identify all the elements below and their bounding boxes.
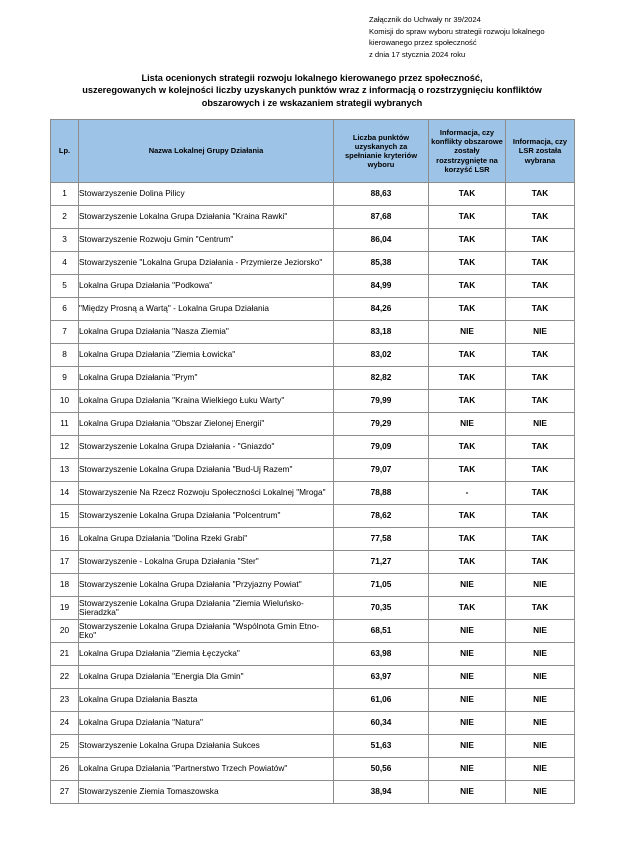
row-selected: NIE <box>506 413 575 436</box>
row-selected: NIE <box>506 620 575 643</box>
row-conflicts: TAK <box>429 436 506 459</box>
row-selected: TAK <box>506 390 575 413</box>
row-conflicts: NIE <box>429 620 506 643</box>
table-row <box>51 252 575 275</box>
row-number: 15 <box>51 505 79 528</box>
table-row <box>51 735 575 758</box>
row-points: 68,51 <box>334 620 429 643</box>
table-row <box>51 551 575 574</box>
row-conflicts: TAK <box>429 459 506 482</box>
row-number: 5 <box>51 275 79 298</box>
row-conflicts: TAK <box>429 206 506 229</box>
row-points: 79,09 <box>334 436 429 459</box>
row-selected: TAK <box>506 551 575 574</box>
row-number: 12 <box>51 436 79 459</box>
row-conflicts: - <box>429 482 506 505</box>
header-selected: Informacja, czy LSR została wybrana <box>506 120 575 183</box>
row-points: 71,27 <box>334 551 429 574</box>
row-name: Lokalna Grupa Działania "Partnerstwo Trzech Powiatów" <box>79 758 334 781</box>
table-row <box>51 206 575 229</box>
table-row <box>51 597 575 620</box>
row-selected: TAK <box>506 528 575 551</box>
row-points: 77,58 <box>334 528 429 551</box>
row-number: 17 <box>51 551 79 574</box>
row-points: 82,82 <box>334 367 429 390</box>
table-row <box>51 781 575 804</box>
row-name: Lokalna Grupa Działania "Obszar Zielonej Energii" <box>79 413 334 436</box>
row-number: 1 <box>51 183 79 206</box>
row-number: 24 <box>51 712 79 735</box>
table-row <box>51 712 575 735</box>
row-selected: NIE <box>506 735 575 758</box>
row-selected: TAK <box>506 459 575 482</box>
row-name: Lokalna Grupa Działania "Energia Dla Gmin" <box>79 666 334 689</box>
row-number: 4 <box>51 252 79 275</box>
row-conflicts: TAK <box>429 229 506 252</box>
row-name: Lokalna Grupa Działania "Prym" <box>79 367 334 390</box>
row-number: 2 <box>51 206 79 229</box>
row-selected: TAK <box>506 206 575 229</box>
row-points: 84,26 <box>334 298 429 321</box>
row-points: 51,63 <box>334 735 429 758</box>
table-row <box>51 482 575 505</box>
row-name: Lokalna Grupa Działania "Dolina Rzeki Grabi" <box>79 528 334 551</box>
row-name: Lokalna Grupa Działania "Ziemia Łęczycka" <box>79 643 334 666</box>
row-number: 22 <box>51 666 79 689</box>
row-name: "Między Prosną a Wartą" - Lokalna Grupa Działania <box>79 298 334 321</box>
table-row <box>51 298 575 321</box>
row-conflicts: TAK <box>429 597 506 620</box>
table-header-row <box>51 120 575 183</box>
row-name: Stowarzyszenie Lokalna Grupa Działania "Bud-Uj Razem" <box>79 459 334 482</box>
row-points: 85,38 <box>334 252 429 275</box>
row-name: Stowarzyszenie Lokalna Grupa Działania "Kraina Rawki" <box>79 206 334 229</box>
row-selected: NIE <box>506 574 575 597</box>
table-row <box>51 183 575 206</box>
annex-line: Komisji do spraw wyboru strategii rozwoju lokalnego <box>369 26 545 36</box>
table-row <box>51 666 575 689</box>
row-number: 20 <box>51 620 79 643</box>
document-title <box>50 72 574 109</box>
title-line: obszarowych i ze wskazaniem strategii wybranych <box>201 97 423 108</box>
header-points: Liczba punktów uzyskanych za spełnianie kryteriów wyboru <box>334 120 429 183</box>
annex-line: Załącznik do Uchwały nr 39/2024 <box>369 15 481 24</box>
row-name: Stowarzyszenie Ziemia Tomaszowska <box>79 781 334 804</box>
row-conflicts: TAK <box>429 528 506 551</box>
row-name: Stowarzyszenie Na Rzecz Rozwoju Społeczności Lokalnej "Mroga" <box>79 482 334 505</box>
row-name: Lokalna Grupa Działania "Kraina Wielkiego Łuku Warty" <box>79 390 334 413</box>
row-name: Stowarzyszenie Lokalna Grupa Działania "Wspólnota Gmin Etno-Eko" <box>79 620 334 643</box>
table-body <box>51 183 575 804</box>
row-number: 8 <box>51 344 79 367</box>
row-name: Stowarzyszenie "Lokalna Grupa Działania - Przymierze Jeziorsko" <box>79 252 334 275</box>
row-name: Lokalna Grupa Działania "Natura" <box>79 712 334 735</box>
annex-line: kierowanego przez społeczność <box>369 38 477 48</box>
row-name: Stowarzyszenie Lokalna Grupa Działania "Ziemia Wieluńsko-Sieradzka" <box>79 597 334 620</box>
row-selected: NIE <box>506 321 575 344</box>
row-number: 3 <box>51 229 79 252</box>
row-number: 16 <box>51 528 79 551</box>
row-selected: TAK <box>506 367 575 390</box>
row-selected: NIE <box>506 689 575 712</box>
table-row <box>51 367 575 390</box>
row-points: 78,88 <box>334 482 429 505</box>
row-conflicts: NIE <box>429 712 506 735</box>
row-number: 26 <box>51 758 79 781</box>
table-row <box>51 390 575 413</box>
table-row <box>51 505 575 528</box>
row-name: Stowarzyszenie Rozwoju Gmin "Centrum" <box>79 229 334 252</box>
header-name: Nazwa Lokalnej Grupy Działania <box>79 120 334 183</box>
row-points: 71,05 <box>334 574 429 597</box>
row-number: 23 <box>51 689 79 712</box>
row-conflicts: NIE <box>429 574 506 597</box>
row-conflicts: NIE <box>429 781 506 804</box>
row-conflicts: NIE <box>429 413 506 436</box>
row-selected: TAK <box>506 298 575 321</box>
row-points: 84,99 <box>334 275 429 298</box>
table-row <box>51 229 575 252</box>
row-number: 13 <box>51 459 79 482</box>
row-points: 87,68 <box>334 206 429 229</box>
row-number: 25 <box>51 735 79 758</box>
row-points: 70,35 <box>334 597 429 620</box>
annex-line: z dnia 17 stycznia 2024 roku <box>369 49 466 59</box>
row-name: Stowarzyszenie - Lokalna Grupa Działania "Ster" <box>79 551 334 574</box>
table-row <box>51 643 575 666</box>
table-row <box>51 459 575 482</box>
row-selected: NIE <box>506 666 575 689</box>
table-row <box>51 344 575 367</box>
row-points: 83,02 <box>334 344 429 367</box>
row-selected: TAK <box>506 436 575 459</box>
row-number: 21 <box>51 643 79 666</box>
row-number: 11 <box>51 413 79 436</box>
row-number: 18 <box>51 574 79 597</box>
row-number: 6 <box>51 298 79 321</box>
row-name: Lokalna Grupa Działania "Ziemia Łowicka" <box>79 344 334 367</box>
row-points: 88,63 <box>334 183 429 206</box>
row-points: 86,04 <box>334 229 429 252</box>
table-row <box>51 574 575 597</box>
row-conflicts: NIE <box>429 321 506 344</box>
row-conflicts: TAK <box>429 183 506 206</box>
row-name: Stowarzyszenie Dolina Pilicy <box>79 183 334 206</box>
row-points: 50,56 <box>334 758 429 781</box>
row-conflicts: NIE <box>429 666 506 689</box>
row-name: Stowarzyszenie Lokalna Grupa Działania "Polcentrum" <box>79 505 334 528</box>
row-name: Lokalna Grupa Działania Baszta <box>79 689 334 712</box>
row-points: 63,98 <box>334 643 429 666</box>
table-row <box>51 528 575 551</box>
row-number: 19 <box>51 597 79 620</box>
row-selected: TAK <box>506 229 575 252</box>
row-conflicts: NIE <box>429 643 506 666</box>
header-conflicts: Informacja, czy konflikty obszarowe zostały rozstrzygnięte na korzyść LSR <box>429 120 506 183</box>
row-number: 27 <box>51 781 79 804</box>
table-row <box>51 689 575 712</box>
row-selected: TAK <box>506 597 575 620</box>
row-points: 83,18 <box>334 321 429 344</box>
row-number: 9 <box>51 367 79 390</box>
row-conflicts: TAK <box>429 505 506 528</box>
row-name: Lokalna Grupa Działania "Nasza Ziemia" <box>79 321 334 344</box>
row-conflicts: TAK <box>429 344 506 367</box>
row-conflicts: TAK <box>429 390 506 413</box>
row-selected: TAK <box>506 252 575 275</box>
row-selected: TAK <box>506 482 575 505</box>
row-name: Lokalna Grupa Działania "Podkowa" <box>79 275 334 298</box>
title-line: uszeregowanych w kolejności liczby uzyskanych punktów wraz z informacją o rozstrzygnięciu konfliktów <box>82 85 542 96</box>
row-selected: NIE <box>506 712 575 735</box>
table-row <box>51 275 575 298</box>
row-conflicts: NIE <box>429 758 506 781</box>
row-points: 38,94 <box>334 781 429 804</box>
table-row <box>51 413 575 436</box>
table-row <box>51 758 575 781</box>
row-name: Stowarzyszenie Lokalna Grupa Działania "Przyjazny Powiat" <box>79 574 334 597</box>
row-points: 60,34 <box>334 712 429 735</box>
title-line: Lista ocenionych strategii rozwoju lokalnego kierowanego przez społeczność, <box>141 73 483 83</box>
row-conflicts: TAK <box>429 252 506 275</box>
row-points: 78,62 <box>334 505 429 528</box>
table-row <box>51 436 575 459</box>
row-selected: TAK <box>506 344 575 367</box>
row-conflicts: TAK <box>429 298 506 321</box>
row-conflicts: TAK <box>429 367 506 390</box>
table-row <box>51 620 575 643</box>
row-name: Stowarzyszenie Lokalna Grupa Działania Sukces <box>79 735 334 758</box>
row-name: Stowarzyszenie Lokalna Grupa Działania - "Gniazdo" <box>79 436 334 459</box>
row-points: 61,06 <box>334 689 429 712</box>
row-conflicts: TAK <box>429 275 506 298</box>
row-number: 10 <box>51 390 79 413</box>
row-number: 14 <box>51 482 79 505</box>
row-points: 63,97 <box>334 666 429 689</box>
row-selected: TAK <box>506 505 575 528</box>
row-points: 79,99 <box>334 390 429 413</box>
row-points: 79,07 <box>334 459 429 482</box>
row-selected: NIE <box>506 781 575 804</box>
row-selected: TAK <box>506 183 575 206</box>
row-selected: NIE <box>506 758 575 781</box>
ranking-table <box>50 119 575 804</box>
row-points: 79,29 <box>334 413 429 436</box>
row-number: 7 <box>51 321 79 344</box>
row-selected: TAK <box>506 275 575 298</box>
header-lp: Lp. <box>51 120 79 183</box>
table-row <box>51 321 575 344</box>
row-conflicts: NIE <box>429 735 506 758</box>
row-conflicts: TAK <box>429 551 506 574</box>
annex-reference <box>369 14 545 60</box>
row-conflicts: NIE <box>429 689 506 712</box>
row-selected: NIE <box>506 643 575 666</box>
